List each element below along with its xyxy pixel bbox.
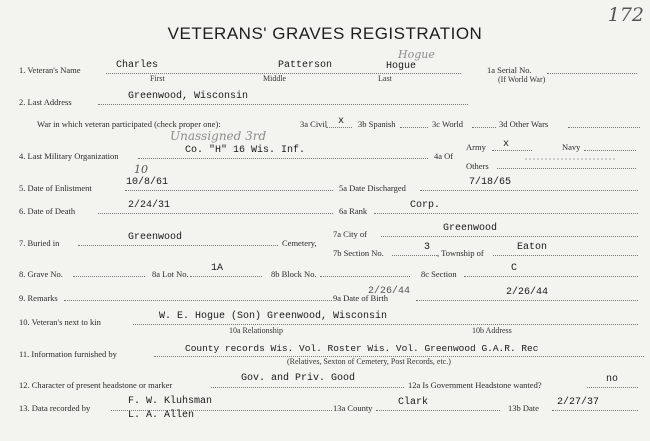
kin: W. E. Hogue (Son) Greenwood, Wisconsin (159, 311, 388, 322)
middle-caption: Middle (263, 74, 287, 83)
section-line (392, 255, 437, 256)
discharged-label: 5a Date Discharged (339, 183, 406, 193)
army-label: Army (466, 142, 486, 152)
section-label: 7b Section No. (333, 248, 384, 258)
remarks-line (64, 300, 332, 301)
world-line (472, 127, 496, 128)
record-date: 2/27/37 (557, 397, 600, 408)
grave-label: 8. Grave No. (19, 269, 63, 279)
last-caption: Last (378, 74, 392, 83)
discharged-date: 7/18/65 (469, 177, 512, 188)
grave-section-line (464, 276, 638, 277)
city-label: 7a City of (333, 229, 367, 239)
last-address: Greenwood, Wisconsin (128, 91, 249, 102)
rank-label: 6a Rank (339, 206, 368, 216)
recorded-by-2: L. A. Allen (128, 410, 195, 421)
organization-handwritten: Unassigned 3rd (170, 129, 267, 143)
lot-line (190, 276, 262, 277)
county-line (376, 410, 500, 411)
city: Greenwood (443, 223, 498, 234)
civil-label: 3a Civil (300, 119, 328, 129)
last-address-label: 2. Last Address (19, 97, 72, 107)
death-date: 2/24/31 (128, 200, 171, 211)
township-label: , Township of (437, 248, 484, 258)
rank-line (374, 213, 638, 214)
lot: 1A (211, 263, 224, 274)
page-title: VETERANS' GRAVES REGISTRATION (167, 24, 483, 43)
buried-in: Greenwood (128, 232, 183, 243)
headstone-line (211, 387, 404, 388)
city-line (381, 236, 638, 237)
of-label: 4a Of (434, 151, 454, 161)
gov-headstone-line (587, 387, 638, 388)
veteran-name-label: 1. Veteran's Name (19, 65, 81, 75)
section: 3 (424, 242, 431, 253)
enlistment-label: 5. Date of Enlistment (19, 183, 92, 193)
cemetery-label: Cemetery, (282, 238, 317, 248)
address-caption: 10b Address (472, 326, 512, 335)
relationship-caption: 10a Relationship (229, 326, 283, 335)
serial-line (547, 73, 637, 74)
furnished-label: 11. Information furnished by (19, 349, 117, 359)
serial-label: 1a Serial No. (487, 65, 532, 75)
others-label: Others (466, 161, 489, 171)
grave-section-label: 8c Section (421, 269, 457, 279)
first-caption: First (150, 74, 165, 83)
corner-number: 172 (607, 4, 644, 26)
buried-label: 7. Buried in (19, 238, 60, 248)
headstone-label: 12. Character of present headstone or marker (19, 380, 173, 390)
serial-caption: (If World War) (498, 75, 546, 84)
grave-section: C (511, 263, 518, 274)
civil-line (326, 127, 352, 128)
other-wars-line (568, 127, 640, 128)
world-label: 3c World (432, 119, 464, 129)
enlistment-date: 10/8/61 (126, 177, 169, 188)
middle-name: Patterson (278, 60, 333, 71)
first-name: Charles (116, 60, 159, 71)
birth-label: 9a Date of Birth (333, 293, 388, 303)
buried-line (78, 245, 278, 246)
spanish-label: 3b Spanish (358, 119, 396, 129)
birth-date-typed: 2/26/44 (368, 286, 411, 297)
grave-line (73, 276, 145, 277)
recorded-by-1: F. W. Kluhsman (128, 396, 213, 407)
lot-label: 8a Lot No. (152, 269, 189, 279)
death-label: 6. Date of Death (19, 206, 76, 216)
civil-mark: x (338, 116, 345, 127)
address-line (98, 104, 468, 105)
army-line (492, 150, 532, 151)
last-name-handwritten: Hogue (398, 48, 435, 61)
furnished-by: County records Wis. Vol. Roster Wis. Vol. Greenwood G.A.R. Rec (185, 343, 539, 354)
remarks-label: 9. Remarks (19, 293, 58, 303)
rank: Corp. (410, 200, 441, 211)
enlistment-handwritten: 10 (134, 163, 148, 176)
county: Clark (398, 397, 429, 408)
block-label: 8b Block No. (271, 269, 317, 279)
record-date-label: 13b Date (508, 403, 539, 413)
record-date-line (552, 410, 638, 411)
organization: Co. "H" 16 Wis. Inf. (185, 145, 306, 156)
others-smudge (525, 158, 615, 160)
other-wars-label: 3d Other Wars (499, 119, 549, 129)
organization-line (138, 158, 428, 159)
block-line (320, 276, 410, 277)
others-line (497, 168, 636, 169)
birth-line (416, 300, 638, 301)
gov-headstone-label: 12a Is Government Headstone wanted? (408, 380, 542, 390)
kin-label: 10. Veteran's next to kin (19, 317, 101, 327)
headstone: Gov. and Priv. Good (241, 373, 356, 384)
organization-label: 4. Last Military Organization (19, 151, 119, 161)
kin-line (133, 324, 638, 325)
navy-label: Navy (562, 142, 581, 152)
navy-line (584, 150, 636, 151)
enlistment-line (125, 190, 333, 191)
last-name: Hogue (386, 61, 417, 72)
army-mark: x (503, 139, 510, 150)
county-label: 13a County (333, 403, 373, 413)
township-line (493, 255, 638, 256)
war-label: War in which veteran participated (check proper one): (37, 119, 221, 129)
spanish-line (400, 127, 428, 128)
birth-date: 2/26/44 (506, 287, 549, 298)
gov-headstone: no (606, 374, 619, 385)
recorded-label: 13. Data recorded by (19, 403, 91, 413)
township: Eaton (517, 242, 548, 253)
furnished-caption: (Relatives, Sexton of Cemetery, Post Records, etc.) (287, 357, 451, 366)
death-line (98, 213, 333, 214)
discharged-line (420, 190, 638, 191)
